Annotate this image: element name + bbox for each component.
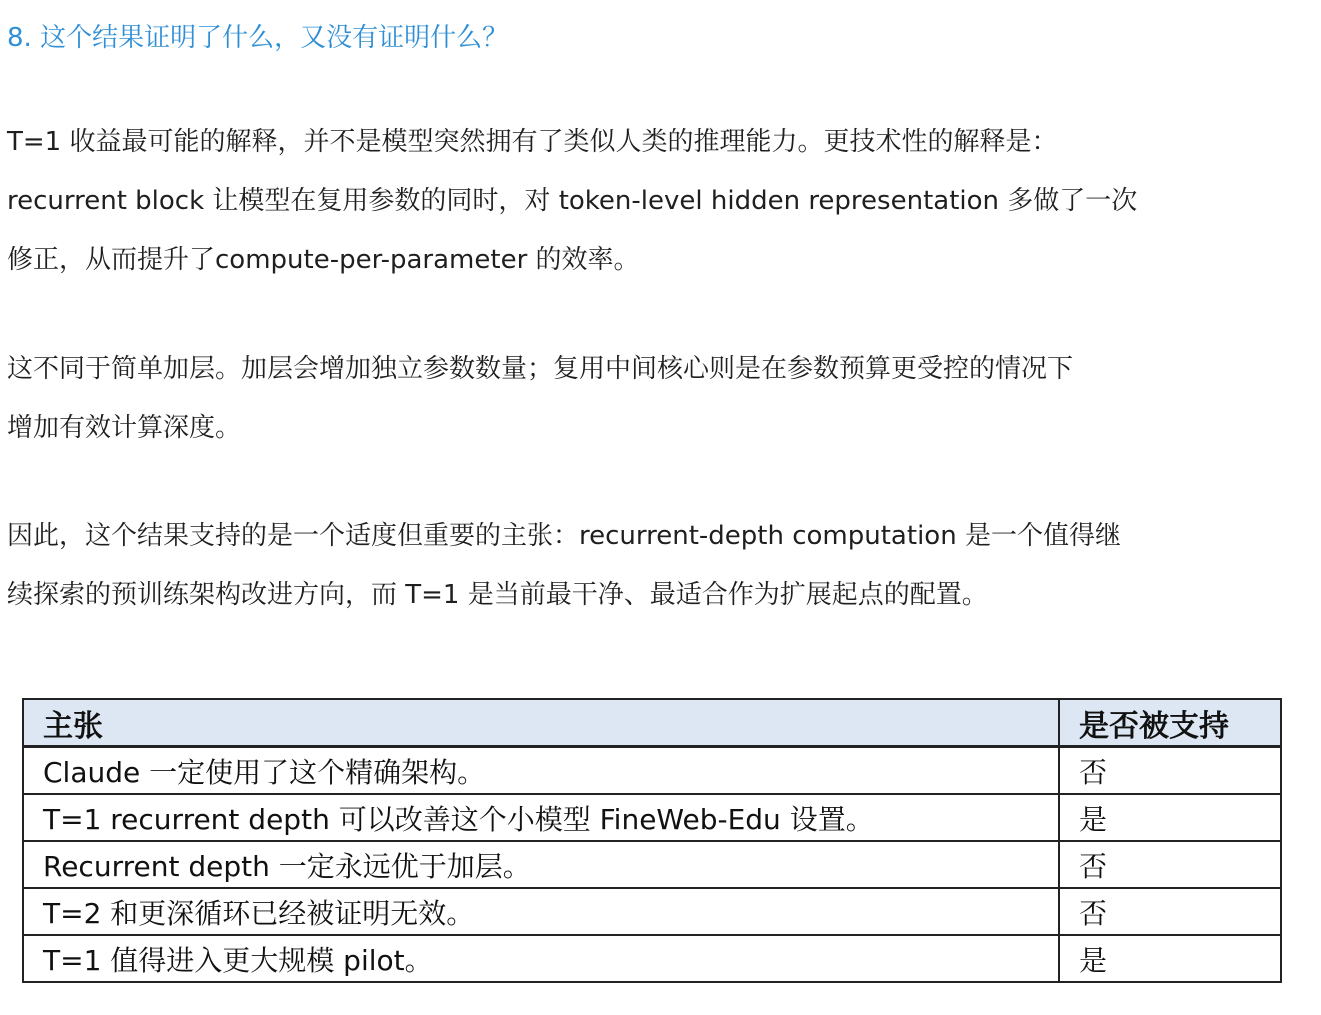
column-header-claim: 主张 — [23, 699, 1059, 747]
paragraph-explanation — [7, 113, 1307, 290]
paragraph-comparison — [7, 340, 1307, 458]
section-heading: 8. 这个结果证明了什么，又没有证明什么？ — [7, 23, 509, 53]
paragraph-line: 这不同于简单加层。加层会增加独立参数数量；复用中间核心则是在参数预算更受控的情况下 — [7, 354, 1074, 384]
support-cell: 是 — [1059, 935, 1281, 982]
support-cell: 否 — [1059, 747, 1281, 795]
claim-cell: T=2 和更深循环已经被证明无效。 — [23, 888, 1059, 935]
paragraph-conclusion — [7, 507, 1307, 625]
table-row — [23, 747, 1281, 795]
support-cell: 否 — [1059, 888, 1281, 935]
paragraph-line: 增加有效计算深度。 — [7, 413, 242, 443]
claim-cell: T=1 值得进入更大规模 pilot。 — [23, 935, 1059, 982]
paragraph-line: 续探索的预训练架构改进方向，而 T=1 是当前最干净、最适合作为扩展起点的配置。 — [7, 580, 988, 610]
claim-cell: Recurrent depth 一定永远优于加层。 — [23, 841, 1059, 888]
claims-table — [22, 698, 1282, 983]
column-header-supported: 是否被支持 — [1059, 699, 1281, 747]
paragraph-line: recurrent block 让模型在复用参数的同时，对 token-level hidden representation 多做了一次 — [7, 186, 1138, 216]
support-cell: 否 — [1059, 841, 1281, 888]
paragraph-line: 修正，从而提升了compute-per-parameter 的效率。 — [7, 245, 640, 275]
support-cell: 是 — [1059, 794, 1281, 841]
claim-cell: Claude 一定使用了这个精确架构。 — [23, 747, 1059, 795]
claim-cell: T=1 recurrent depth 可以改善这个小模型 FineWeb-Edu 设置。 — [23, 794, 1059, 841]
table-header-row — [23, 699, 1281, 747]
table-row — [23, 794, 1281, 841]
table-row — [23, 935, 1281, 982]
table-row — [23, 888, 1281, 935]
paragraph-line: T=1 收益最可能的解释，并不是模型突然拥有了类似人类的推理能力。更技术性的解释是： — [7, 127, 1058, 157]
table-row — [23, 841, 1281, 888]
paragraph-line: 因此，这个结果支持的是一个适度但重要的主张：recurrent-depth computation 是一个值得继 — [7, 521, 1121, 551]
